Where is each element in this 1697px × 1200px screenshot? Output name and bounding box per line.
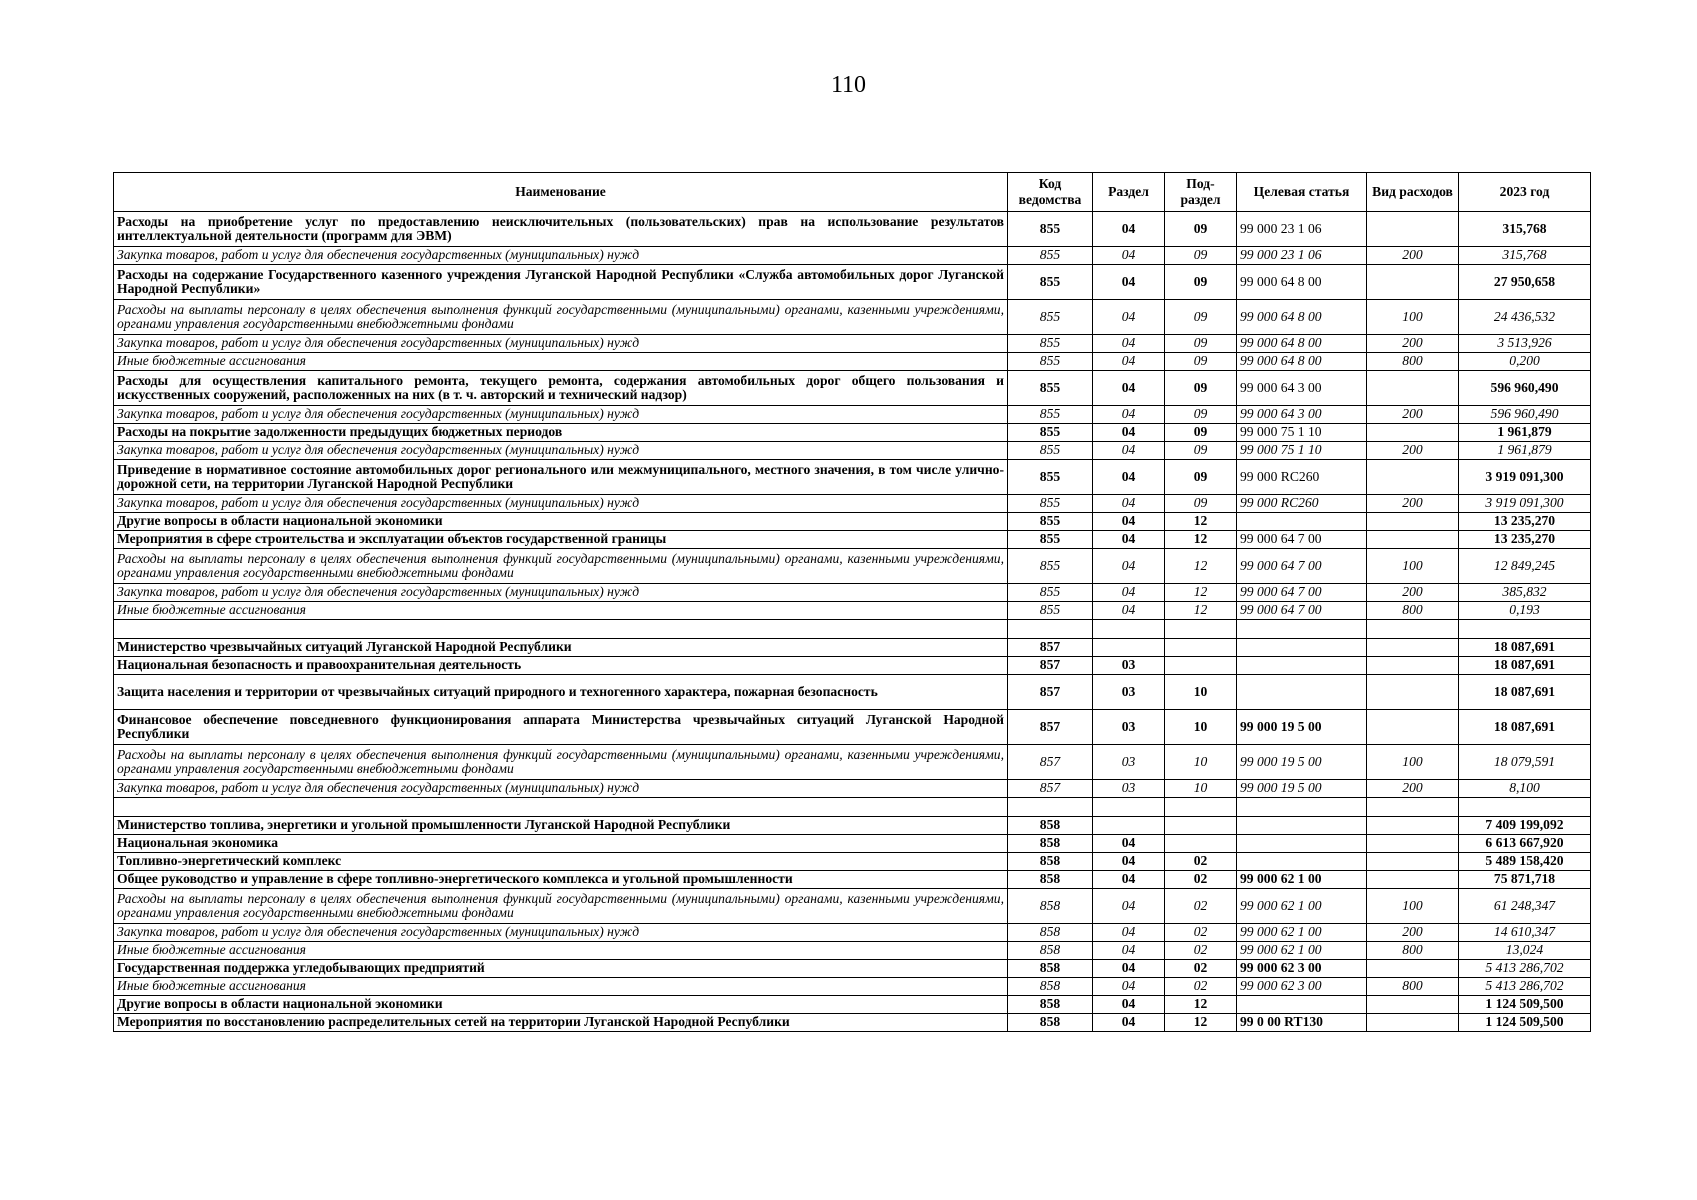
- cell-code: 858: [1008, 889, 1093, 924]
- cell-name: Другие вопросы в области национальной экономики: [114, 513, 1008, 531]
- cell-subsection: 09: [1165, 371, 1237, 406]
- cell-kind: [1367, 835, 1459, 853]
- cell-subsection: [1165, 639, 1237, 657]
- table-row: [114, 265, 1591, 300]
- cell-kind: [1367, 531, 1459, 549]
- table-row: [114, 584, 1591, 602]
- cell-kind: 100: [1367, 549, 1459, 584]
- cell-kind: 100: [1367, 889, 1459, 924]
- table-row: [114, 247, 1591, 265]
- cell-article: [1237, 675, 1367, 710]
- cell-article: [1237, 817, 1367, 835]
- cell-code: 855: [1008, 353, 1093, 371]
- cell-kind: [1367, 871, 1459, 889]
- header-year: 2023 год: [1459, 173, 1591, 212]
- cell-kind: 200: [1367, 247, 1459, 265]
- cell-name: Расходы на приобретение услуг по предоставлению неисключительных (пользовательских) прав на использование результатов интеллектуальной деятельности (программ для ЭВМ): [114, 212, 1008, 247]
- cell-subsection: 12: [1165, 602, 1237, 620]
- cell-kind: 100: [1367, 300, 1459, 335]
- table-body: [114, 212, 1591, 1032]
- cell-code: 857: [1008, 710, 1093, 745]
- cell-subsection: 12: [1165, 1014, 1237, 1032]
- cell-subsection: [1165, 657, 1237, 675]
- table-row: [114, 513, 1591, 531]
- budget-table: [113, 172, 1591, 1032]
- cell-section: 04: [1093, 549, 1165, 584]
- cell-code: 855: [1008, 371, 1093, 406]
- cell-subsection: 09: [1165, 353, 1237, 371]
- cell-subsection: 02: [1165, 978, 1237, 996]
- cell-name: Другие вопросы в области национальной экономики: [114, 996, 1008, 1014]
- table-row: [114, 960, 1591, 978]
- cell-code: 855: [1008, 247, 1093, 265]
- cell-code: 858: [1008, 960, 1093, 978]
- cell-section: 04: [1093, 978, 1165, 996]
- table-row: [114, 817, 1591, 835]
- cell-section: 04: [1093, 835, 1165, 853]
- cell-sum: 596 960,490: [1459, 371, 1591, 406]
- cell-code: 855: [1008, 300, 1093, 335]
- cell-name: Финансовое обеспечение повседневного функционирования аппарата Министерства чрезвычайных ситуаций Луганской Народной Республики: [114, 710, 1008, 745]
- cell-code: 855: [1008, 531, 1093, 549]
- cell-name: Государственная поддержка угледобывающих предприятий: [114, 960, 1008, 978]
- table-row: [114, 745, 1591, 780]
- cell-sum: 3 513,926: [1459, 335, 1591, 353]
- cell-name: Расходы на покрытие задолженности предыдущих бюджетных периодов: [114, 424, 1008, 442]
- cell-name: Министерство топлива, энергетики и угольной промышленности Луганской Народной Республики: [114, 817, 1008, 835]
- cell-subsection: 09: [1165, 300, 1237, 335]
- cell-section: [1093, 817, 1165, 835]
- cell-code: 858: [1008, 996, 1093, 1014]
- cell-sum: 385,832: [1459, 584, 1591, 602]
- table-row: [114, 442, 1591, 460]
- cell-name: Закупка товаров, работ и услуг для обеспечения государственных (муниципальных) нужд: [114, 780, 1008, 798]
- cell-kind: 200: [1367, 335, 1459, 353]
- cell-code: 858: [1008, 835, 1093, 853]
- header-subsection: Под-раздел: [1165, 173, 1237, 212]
- cell-section: 04: [1093, 871, 1165, 889]
- header-code: Код ведомства: [1008, 173, 1093, 212]
- cell-kind: [1367, 960, 1459, 978]
- cell-article: 99 000 64 7 00: [1237, 584, 1367, 602]
- table-row: [114, 871, 1591, 889]
- table-row: [114, 460, 1591, 495]
- cell-subsection: [1165, 620, 1237, 639]
- cell-section: 04: [1093, 300, 1165, 335]
- cell-article: [1237, 853, 1367, 871]
- cell-code: 855: [1008, 424, 1093, 442]
- cell-name: Иные бюджетные ассигнования: [114, 942, 1008, 960]
- cell-kind: [1367, 460, 1459, 495]
- table-row: [114, 996, 1591, 1014]
- cell-section: 04: [1093, 513, 1165, 531]
- cell-code: 858: [1008, 853, 1093, 871]
- cell-sum: 18 087,691: [1459, 675, 1591, 710]
- cell-subsection: 12: [1165, 531, 1237, 549]
- cell-kind: 200: [1367, 495, 1459, 513]
- cell-article: 99 000 62 3 00: [1237, 978, 1367, 996]
- cell-sum: 1 124 509,500: [1459, 996, 1591, 1014]
- cell-section: 04: [1093, 924, 1165, 942]
- cell-sum: 18 087,691: [1459, 639, 1591, 657]
- cell-sum: [1459, 798, 1591, 817]
- cell-sum: 5 413 286,702: [1459, 978, 1591, 996]
- cell-code: 855: [1008, 406, 1093, 424]
- table-row: [114, 371, 1591, 406]
- cell-section: 04: [1093, 335, 1165, 353]
- cell-subsection: [1165, 817, 1237, 835]
- cell-name: Закупка товаров, работ и услуг для обеспечения государственных (муниципальных) нужд: [114, 335, 1008, 353]
- cell-subsection: 02: [1165, 960, 1237, 978]
- cell-kind: [1367, 265, 1459, 300]
- cell-name: Министерство чрезвычайных ситуаций Луганской Народной Республики: [114, 639, 1008, 657]
- cell-sum: 0,200: [1459, 353, 1591, 371]
- table-row: [114, 639, 1591, 657]
- cell-kind: 200: [1367, 584, 1459, 602]
- table-row: [114, 353, 1591, 371]
- cell-subsection: 09: [1165, 424, 1237, 442]
- cell-kind: [1367, 710, 1459, 745]
- cell-code: 858: [1008, 942, 1093, 960]
- cell-kind: 800: [1367, 353, 1459, 371]
- cell-subsection: [1165, 798, 1237, 817]
- cell-code: 855: [1008, 513, 1093, 531]
- cell-code: 855: [1008, 460, 1093, 495]
- cell-article: 99 000 23 1 06: [1237, 247, 1367, 265]
- cell-subsection: 09: [1165, 460, 1237, 495]
- cell-article: 99 000 62 1 00: [1237, 924, 1367, 942]
- cell-code: 855: [1008, 335, 1093, 353]
- cell-kind: 800: [1367, 978, 1459, 996]
- cell-kind: 800: [1367, 602, 1459, 620]
- cell-sum: 315,768: [1459, 247, 1591, 265]
- cell-name: Расходы на выплаты персоналу в целях обеспечения выполнения функций государственными (муниципальными) органами, казенными учреждениями, органами управления государственными внебюджетными фондами: [114, 745, 1008, 780]
- cell-section: 04: [1093, 247, 1165, 265]
- cell-subsection: 02: [1165, 924, 1237, 942]
- header-article: Целевая статья: [1237, 173, 1367, 212]
- cell-sum: 24 436,532: [1459, 300, 1591, 335]
- cell-article: 99 000 64 8 00: [1237, 265, 1367, 300]
- cell-section: 03: [1093, 780, 1165, 798]
- cell-article: 99 000 75 1 10: [1237, 442, 1367, 460]
- cell-sum: 5 413 286,702: [1459, 960, 1591, 978]
- cell-section: 04: [1093, 424, 1165, 442]
- table-row: [114, 978, 1591, 996]
- cell-subsection: 10: [1165, 675, 1237, 710]
- cell-section: 04: [1093, 996, 1165, 1014]
- cell-name: Топливно-энергетический комплекс: [114, 853, 1008, 871]
- cell-kind: [1367, 424, 1459, 442]
- cell-name: Расходы на выплаты персоналу в целях обеспечения выполнения функций государственными (муниципальными) органами, казенными учреждениями, органами управления государственными внебюджетными фондами: [114, 549, 1008, 584]
- cell-section: 04: [1093, 853, 1165, 871]
- cell-article: [1237, 639, 1367, 657]
- cell-name: Расходы для осуществления капитального ремонта, текущего ремонта, содержания автомобильных дорог общего пользования и искусственных сооружений, расположенных на них (в т. ч. авторский и технический надзор): [114, 371, 1008, 406]
- cell-sum: 13 235,270: [1459, 513, 1591, 531]
- cell-name: Национальная безопасность и правоохранительная деятельность: [114, 657, 1008, 675]
- cell-article: [1237, 798, 1367, 817]
- cell-sum: 12 849,245: [1459, 549, 1591, 584]
- cell-name: Мероприятия в сфере строительства и эксплуатации объектов государственной границы: [114, 531, 1008, 549]
- cell-article: 99 000 62 1 00: [1237, 942, 1367, 960]
- cell-kind: [1367, 371, 1459, 406]
- cell-article: [1237, 835, 1367, 853]
- cell-code: 858: [1008, 1014, 1093, 1032]
- cell-kind: 200: [1367, 780, 1459, 798]
- cell-subsection: 09: [1165, 442, 1237, 460]
- cell-subsection: 02: [1165, 853, 1237, 871]
- table-row: [114, 1014, 1591, 1032]
- cell-section: 04: [1093, 495, 1165, 513]
- cell-section: 04: [1093, 460, 1165, 495]
- cell-name: Расходы на содержание Государственного казенного учреждения Луганской Народной Республики «Служба автомобильных дорог Луганской Народной Республики»: [114, 265, 1008, 300]
- cell-name: Приведение в нормативное состояние автомобильных дорог регионального или межмуниципального, местного значения, в том числе улично-дорожной сети, на территории Луганской Народной Республики: [114, 460, 1008, 495]
- cell-name: Иные бюджетные ассигнования: [114, 602, 1008, 620]
- cell-name: Закупка товаров, работ и услуг для обеспечения государственных (муниципальных) нужд: [114, 584, 1008, 602]
- cell-subsection: 12: [1165, 996, 1237, 1014]
- cell-section: 03: [1093, 710, 1165, 745]
- cell-article: 99 0 00 RT130: [1237, 1014, 1367, 1032]
- cell-code: [1008, 620, 1093, 639]
- cell-article: 99 000 64 7 00: [1237, 549, 1367, 584]
- cell-kind: 200: [1367, 442, 1459, 460]
- table-row: [114, 798, 1591, 817]
- cell-article: [1237, 620, 1367, 639]
- table-row: [114, 335, 1591, 353]
- cell-code: 855: [1008, 549, 1093, 584]
- cell-article: [1237, 657, 1367, 675]
- cell-sum: 1 961,879: [1459, 424, 1591, 442]
- cell-kind: [1367, 1014, 1459, 1032]
- cell-article: 99 000 23 1 06: [1237, 212, 1367, 247]
- cell-code: 855: [1008, 265, 1093, 300]
- cell-section: 04: [1093, 889, 1165, 924]
- cell-sum: 315,768: [1459, 212, 1591, 247]
- cell-name: Расходы на выплаты персоналу в целях обеспечения выполнения функций государственными (муниципальными) органами, казенными учреждениями, органами управления государственными внебюджетными фондами: [114, 889, 1008, 924]
- cell-section: 03: [1093, 675, 1165, 710]
- table-row: [114, 531, 1591, 549]
- cell-code: 858: [1008, 978, 1093, 996]
- cell-subsection: 09: [1165, 335, 1237, 353]
- cell-section: [1093, 620, 1165, 639]
- cell-subsection: 10: [1165, 780, 1237, 798]
- cell-sum: 61 248,347: [1459, 889, 1591, 924]
- cell-article: 99 000 19 5 00: [1237, 780, 1367, 798]
- cell-kind: [1367, 212, 1459, 247]
- cell-name: Расходы на выплаты персоналу в целях обеспечения выполнения функций государственными (муниципальными) органами, казенными учреждениями, органами управления государственными внебюджетными фондами: [114, 300, 1008, 335]
- cell-subsection: 12: [1165, 549, 1237, 584]
- cell-section: 04: [1093, 1014, 1165, 1032]
- cell-sum: 5 489 158,420: [1459, 853, 1591, 871]
- cell-sum: 27 950,658: [1459, 265, 1591, 300]
- cell-article: 99 000 64 8 00: [1237, 300, 1367, 335]
- cell-subsection: 02: [1165, 942, 1237, 960]
- cell-sum: 14 610,347: [1459, 924, 1591, 942]
- cell-name: Мероприятия по восстановлению распределительных сетей на территории Луганской Народной Республики: [114, 1014, 1008, 1032]
- cell-article: 99 000 64 3 00: [1237, 406, 1367, 424]
- cell-article: 99 000 64 7 00: [1237, 602, 1367, 620]
- cell-article: [1237, 513, 1367, 531]
- cell-section: 04: [1093, 212, 1165, 247]
- cell-sum: 13,024: [1459, 942, 1591, 960]
- header-section: Раздел: [1093, 173, 1165, 212]
- cell-code: 857: [1008, 745, 1093, 780]
- cell-name: Закупка товаров, работ и услуг для обеспечения государственных (муниципальных) нужд: [114, 406, 1008, 424]
- cell-article: 99 000 62 1 00: [1237, 871, 1367, 889]
- table-row: [114, 212, 1591, 247]
- cell-code: 857: [1008, 657, 1093, 675]
- header-kind: Вид расходов: [1367, 173, 1459, 212]
- cell-article: 99 000 64 7 00: [1237, 531, 1367, 549]
- cell-subsection: 09: [1165, 495, 1237, 513]
- cell-section: 04: [1093, 353, 1165, 371]
- cell-name: Защита населения и территории от чрезвычайных ситуаций природного и техногенного характера, пожарная безопасность: [114, 675, 1008, 710]
- cell-subsection: 09: [1165, 212, 1237, 247]
- cell-name: Закупка товаров, работ и услуг для обеспечения государственных (муниципальных) нужд: [114, 247, 1008, 265]
- cell-code: 858: [1008, 817, 1093, 835]
- cell-sum: 18 087,691: [1459, 710, 1591, 745]
- cell-sum: 18 079,591: [1459, 745, 1591, 780]
- table-row: [114, 495, 1591, 513]
- cell-section: 04: [1093, 265, 1165, 300]
- cell-sum: [1459, 620, 1591, 639]
- cell-code: 857: [1008, 675, 1093, 710]
- cell-name: Иные бюджетные ассигнования: [114, 978, 1008, 996]
- cell-article: 99 000 62 3 00: [1237, 960, 1367, 978]
- cell-code: 855: [1008, 442, 1093, 460]
- cell-section: 04: [1093, 584, 1165, 602]
- cell-code: 858: [1008, 924, 1093, 942]
- cell-kind: [1367, 657, 1459, 675]
- table-row: [114, 835, 1591, 853]
- table-row: [114, 889, 1591, 924]
- cell-kind: [1367, 513, 1459, 531]
- cell-article: 99 000 64 8 00: [1237, 335, 1367, 353]
- cell-subsection: 09: [1165, 265, 1237, 300]
- cell-sum: 3 919 091,300: [1459, 460, 1591, 495]
- cell-section: 04: [1093, 602, 1165, 620]
- cell-subsection: 12: [1165, 513, 1237, 531]
- cell-code: 858: [1008, 871, 1093, 889]
- cell-kind: 200: [1367, 406, 1459, 424]
- cell-kind: [1367, 853, 1459, 871]
- cell-section: 04: [1093, 442, 1165, 460]
- cell-name: Закупка товаров, работ и услуг для обеспечения государственных (муниципальных) нужд: [114, 924, 1008, 942]
- cell-sum: 13 235,270: [1459, 531, 1591, 549]
- table-row: [114, 300, 1591, 335]
- cell-name: Иные бюджетные ассигнования: [114, 353, 1008, 371]
- table-header-row: [114, 173, 1591, 212]
- cell-sum: 7 409 199,092: [1459, 817, 1591, 835]
- cell-article: 99 000 75 1 10: [1237, 424, 1367, 442]
- cell-article: 99 000 RC260: [1237, 460, 1367, 495]
- cell-article: 99 000 62 1 00: [1237, 889, 1367, 924]
- table-row: [114, 924, 1591, 942]
- cell-subsection: 09: [1165, 247, 1237, 265]
- cell-section: 04: [1093, 406, 1165, 424]
- table-row: [114, 549, 1591, 584]
- cell-sum: 75 871,718: [1459, 871, 1591, 889]
- table-row: [114, 675, 1591, 710]
- cell-section: 04: [1093, 960, 1165, 978]
- cell-kind: 200: [1367, 924, 1459, 942]
- table-row: [114, 710, 1591, 745]
- cell-name: Закупка товаров, работ и услуг для обеспечения государственных (муниципальных) нужд: [114, 495, 1008, 513]
- cell-article: 99 000 64 8 00: [1237, 353, 1367, 371]
- cell-article: [1237, 996, 1367, 1014]
- cell-section: 04: [1093, 371, 1165, 406]
- cell-code: [1008, 798, 1093, 817]
- table-row: [114, 853, 1591, 871]
- table-row: [114, 780, 1591, 798]
- cell-sum: 1 961,879: [1459, 442, 1591, 460]
- cell-section: 03: [1093, 745, 1165, 780]
- cell-sum: 6 613 667,920: [1459, 835, 1591, 853]
- cell-sum: 3 919 091,300: [1459, 495, 1591, 513]
- table-row: [114, 657, 1591, 675]
- cell-code: 855: [1008, 495, 1093, 513]
- cell-subsection: 12: [1165, 584, 1237, 602]
- cell-kind: [1367, 639, 1459, 657]
- cell-sum: 18 087,691: [1459, 657, 1591, 675]
- cell-article: 99 000 19 5 00: [1237, 745, 1367, 780]
- cell-subsection: [1165, 835, 1237, 853]
- cell-kind: [1367, 675, 1459, 710]
- cell-article: 99 000 RC260: [1237, 495, 1367, 513]
- table-row: [114, 406, 1591, 424]
- table-row: [114, 620, 1591, 639]
- cell-code: 855: [1008, 212, 1093, 247]
- cell-section: [1093, 639, 1165, 657]
- cell-kind: [1367, 817, 1459, 835]
- cell-section: 03: [1093, 657, 1165, 675]
- cell-code: 857: [1008, 639, 1093, 657]
- cell-kind: [1367, 996, 1459, 1014]
- cell-section: 04: [1093, 942, 1165, 960]
- table-row: [114, 942, 1591, 960]
- cell-sum: 1 124 509,500: [1459, 1014, 1591, 1032]
- cell-subsection: 10: [1165, 710, 1237, 745]
- page-number: 110: [830, 72, 867, 98]
- cell-kind: 100: [1367, 745, 1459, 780]
- cell-subsection: 02: [1165, 889, 1237, 924]
- cell-sum: 596 960,490: [1459, 406, 1591, 424]
- cell-section: [1093, 798, 1165, 817]
- cell-code: 857: [1008, 780, 1093, 798]
- cell-kind: [1367, 620, 1459, 639]
- cell-name: Национальная экономика: [114, 835, 1008, 853]
- cell-name: [114, 620, 1008, 639]
- cell-kind: [1367, 798, 1459, 817]
- cell-code: 855: [1008, 602, 1093, 620]
- cell-name: Общее руководство и управление в сфере топливно-энергетического комплекса и угольной промышленности: [114, 871, 1008, 889]
- cell-subsection: 10: [1165, 745, 1237, 780]
- cell-kind: 800: [1367, 942, 1459, 960]
- table-row: [114, 424, 1591, 442]
- cell-sum: 8,100: [1459, 780, 1591, 798]
- cell-subsection: 02: [1165, 871, 1237, 889]
- cell-name: [114, 798, 1008, 817]
- cell-name: Закупка товаров, работ и услуг для обеспечения государственных (муниципальных) нужд: [114, 442, 1008, 460]
- cell-article: 99 000 64 3 00: [1237, 371, 1367, 406]
- cell-article: 99 000 19 5 00: [1237, 710, 1367, 745]
- table-row: [114, 602, 1591, 620]
- cell-sum: 0,193: [1459, 602, 1591, 620]
- cell-section: 04: [1093, 531, 1165, 549]
- cell-code: 855: [1008, 584, 1093, 602]
- header-name: Наименование: [114, 173, 1008, 212]
- cell-subsection: 09: [1165, 406, 1237, 424]
